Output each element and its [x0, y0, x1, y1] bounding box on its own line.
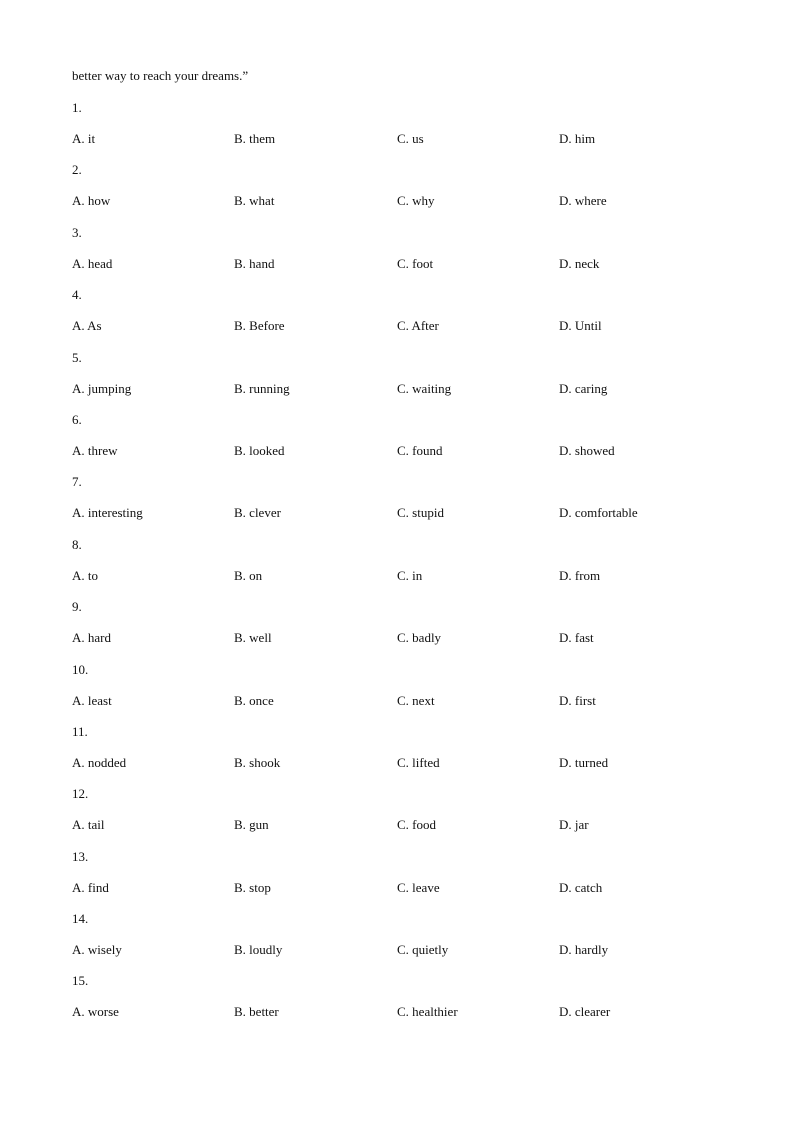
option-b: B. better — [234, 1004, 279, 1020]
option-c: C. leave — [397, 879, 440, 895]
option-b: B. looked — [234, 442, 285, 458]
option-d: D. caring — [559, 380, 608, 396]
question-9 — [72, 599, 722, 661]
option-b: B. running — [234, 380, 290, 396]
option-c: C. waiting — [397, 380, 452, 396]
question-number: 1. — [72, 100, 82, 115]
option-b: B. stop — [234, 879, 271, 895]
option-c: C. After — [397, 318, 439, 334]
option-b: B. Before — [234, 318, 285, 334]
question-number: 9. — [72, 599, 82, 615]
question-number: 2. — [72, 162, 82, 178]
question-6 — [72, 412, 722, 474]
option-c: C. why — [397, 193, 435, 209]
question-7 — [72, 474, 722, 536]
options-row — [72, 1004, 722, 1022]
question-11 — [72, 724, 722, 786]
question-number: 8. — [72, 536, 82, 552]
question-4 — [72, 287, 722, 349]
question-12 — [72, 786, 722, 848]
options-row — [72, 942, 722, 960]
option-b: B. them — [234, 131, 276, 146]
option-d: D. comfortable — [559, 505, 638, 521]
option-d: D. Until — [559, 318, 602, 334]
option-a: A. least — [72, 692, 112, 708]
options-row — [72, 256, 722, 274]
question-number: 15. — [72, 973, 89, 989]
option-c: C. foot — [397, 255, 434, 271]
options-row — [72, 755, 722, 773]
option-a: A. interesting — [72, 505, 143, 521]
option-a: A. threw — [72, 442, 118, 458]
question-number: 5. — [72, 349, 82, 365]
question-number: 11. — [72, 723, 88, 739]
option-a: A. tail — [72, 817, 105, 833]
option-d: D. from — [559, 567, 601, 583]
option-d: D. clearer — [559, 1004, 611, 1020]
question-number: 14. — [72, 911, 89, 927]
option-a: A. to — [72, 567, 98, 583]
option-c: C. found — [397, 442, 443, 458]
question-number: 6. — [72, 411, 82, 427]
option-d: D. fast — [559, 630, 594, 646]
question-15 — [72, 973, 722, 1035]
options-row — [72, 817, 722, 835]
question-number: 13. — [72, 848, 89, 864]
question-14 — [72, 911, 722, 973]
question-number: 7. — [72, 474, 82, 490]
option-b: B. well — [234, 630, 272, 646]
options-row — [72, 193, 722, 211]
option-b: B. once — [234, 692, 274, 708]
option-b: B. clever — [234, 505, 281, 521]
option-c: C. next — [397, 692, 435, 708]
options-row — [72, 568, 722, 586]
question-8 — [72, 537, 722, 599]
intro-text: better way to reach your dreams.” — [72, 68, 249, 83]
option-b: B. shook — [234, 754, 281, 770]
option-d: D. first — [559, 692, 596, 708]
question-13 — [72, 849, 722, 911]
question-number: 12. — [72, 786, 89, 802]
option-c: C. us — [397, 131, 424, 146]
question-10 — [72, 662, 722, 724]
option-a: A. find — [72, 879, 109, 895]
option-d: D. jar — [559, 817, 589, 833]
option-a: A. worse — [72, 1004, 119, 1020]
options-row — [72, 443, 722, 461]
option-b: B. loudly — [234, 942, 283, 958]
question-number: 4. — [72, 287, 82, 303]
option-a: A. head — [72, 255, 113, 271]
options-row — [72, 880, 722, 898]
option-b: B. on — [234, 567, 263, 583]
question-1 — [72, 100, 722, 162]
options-row — [72, 381, 722, 399]
options-row — [72, 131, 722, 149]
option-c: C. food — [397, 817, 436, 833]
option-d: D. where — [559, 193, 607, 209]
option-b: B. gun — [234, 817, 269, 833]
option-a: A. wisely — [72, 942, 122, 958]
options-row — [72, 505, 722, 523]
option-a: A. nodded — [72, 754, 127, 770]
option-d: D. him — [559, 131, 596, 146]
options-row — [72, 630, 722, 648]
option-d: D. neck — [559, 255, 600, 271]
question-number: 3. — [72, 224, 82, 240]
option-a: A. it — [72, 131, 96, 146]
option-a: A. As — [72, 318, 102, 334]
option-c: C. lifted — [397, 754, 440, 770]
option-d: D. hardly — [559, 942, 609, 958]
option-c: C. in — [397, 567, 423, 583]
question-list — [72, 100, 722, 1036]
option-b: B. hand — [234, 255, 275, 271]
question-number: 10. — [72, 661, 89, 677]
option-d: D. catch — [559, 879, 603, 895]
question-3 — [72, 225, 722, 287]
option-c: C. healthier — [397, 1004, 458, 1020]
option-c: C. quietly — [397, 942, 449, 958]
option-a: A. how — [72, 193, 111, 209]
question-5 — [72, 350, 722, 412]
option-c: C. badly — [397, 630, 442, 646]
options-row — [72, 693, 722, 711]
option-c: C. stupid — [397, 505, 444, 521]
question-2 — [72, 162, 722, 224]
option-a: A. jumping — [72, 380, 132, 396]
option-d: D. showed — [559, 442, 615, 458]
options-row — [72, 318, 722, 336]
option-d: D. turned — [559, 754, 609, 770]
option-a: A. hard — [72, 630, 111, 646]
option-b: B. what — [234, 193, 275, 209]
